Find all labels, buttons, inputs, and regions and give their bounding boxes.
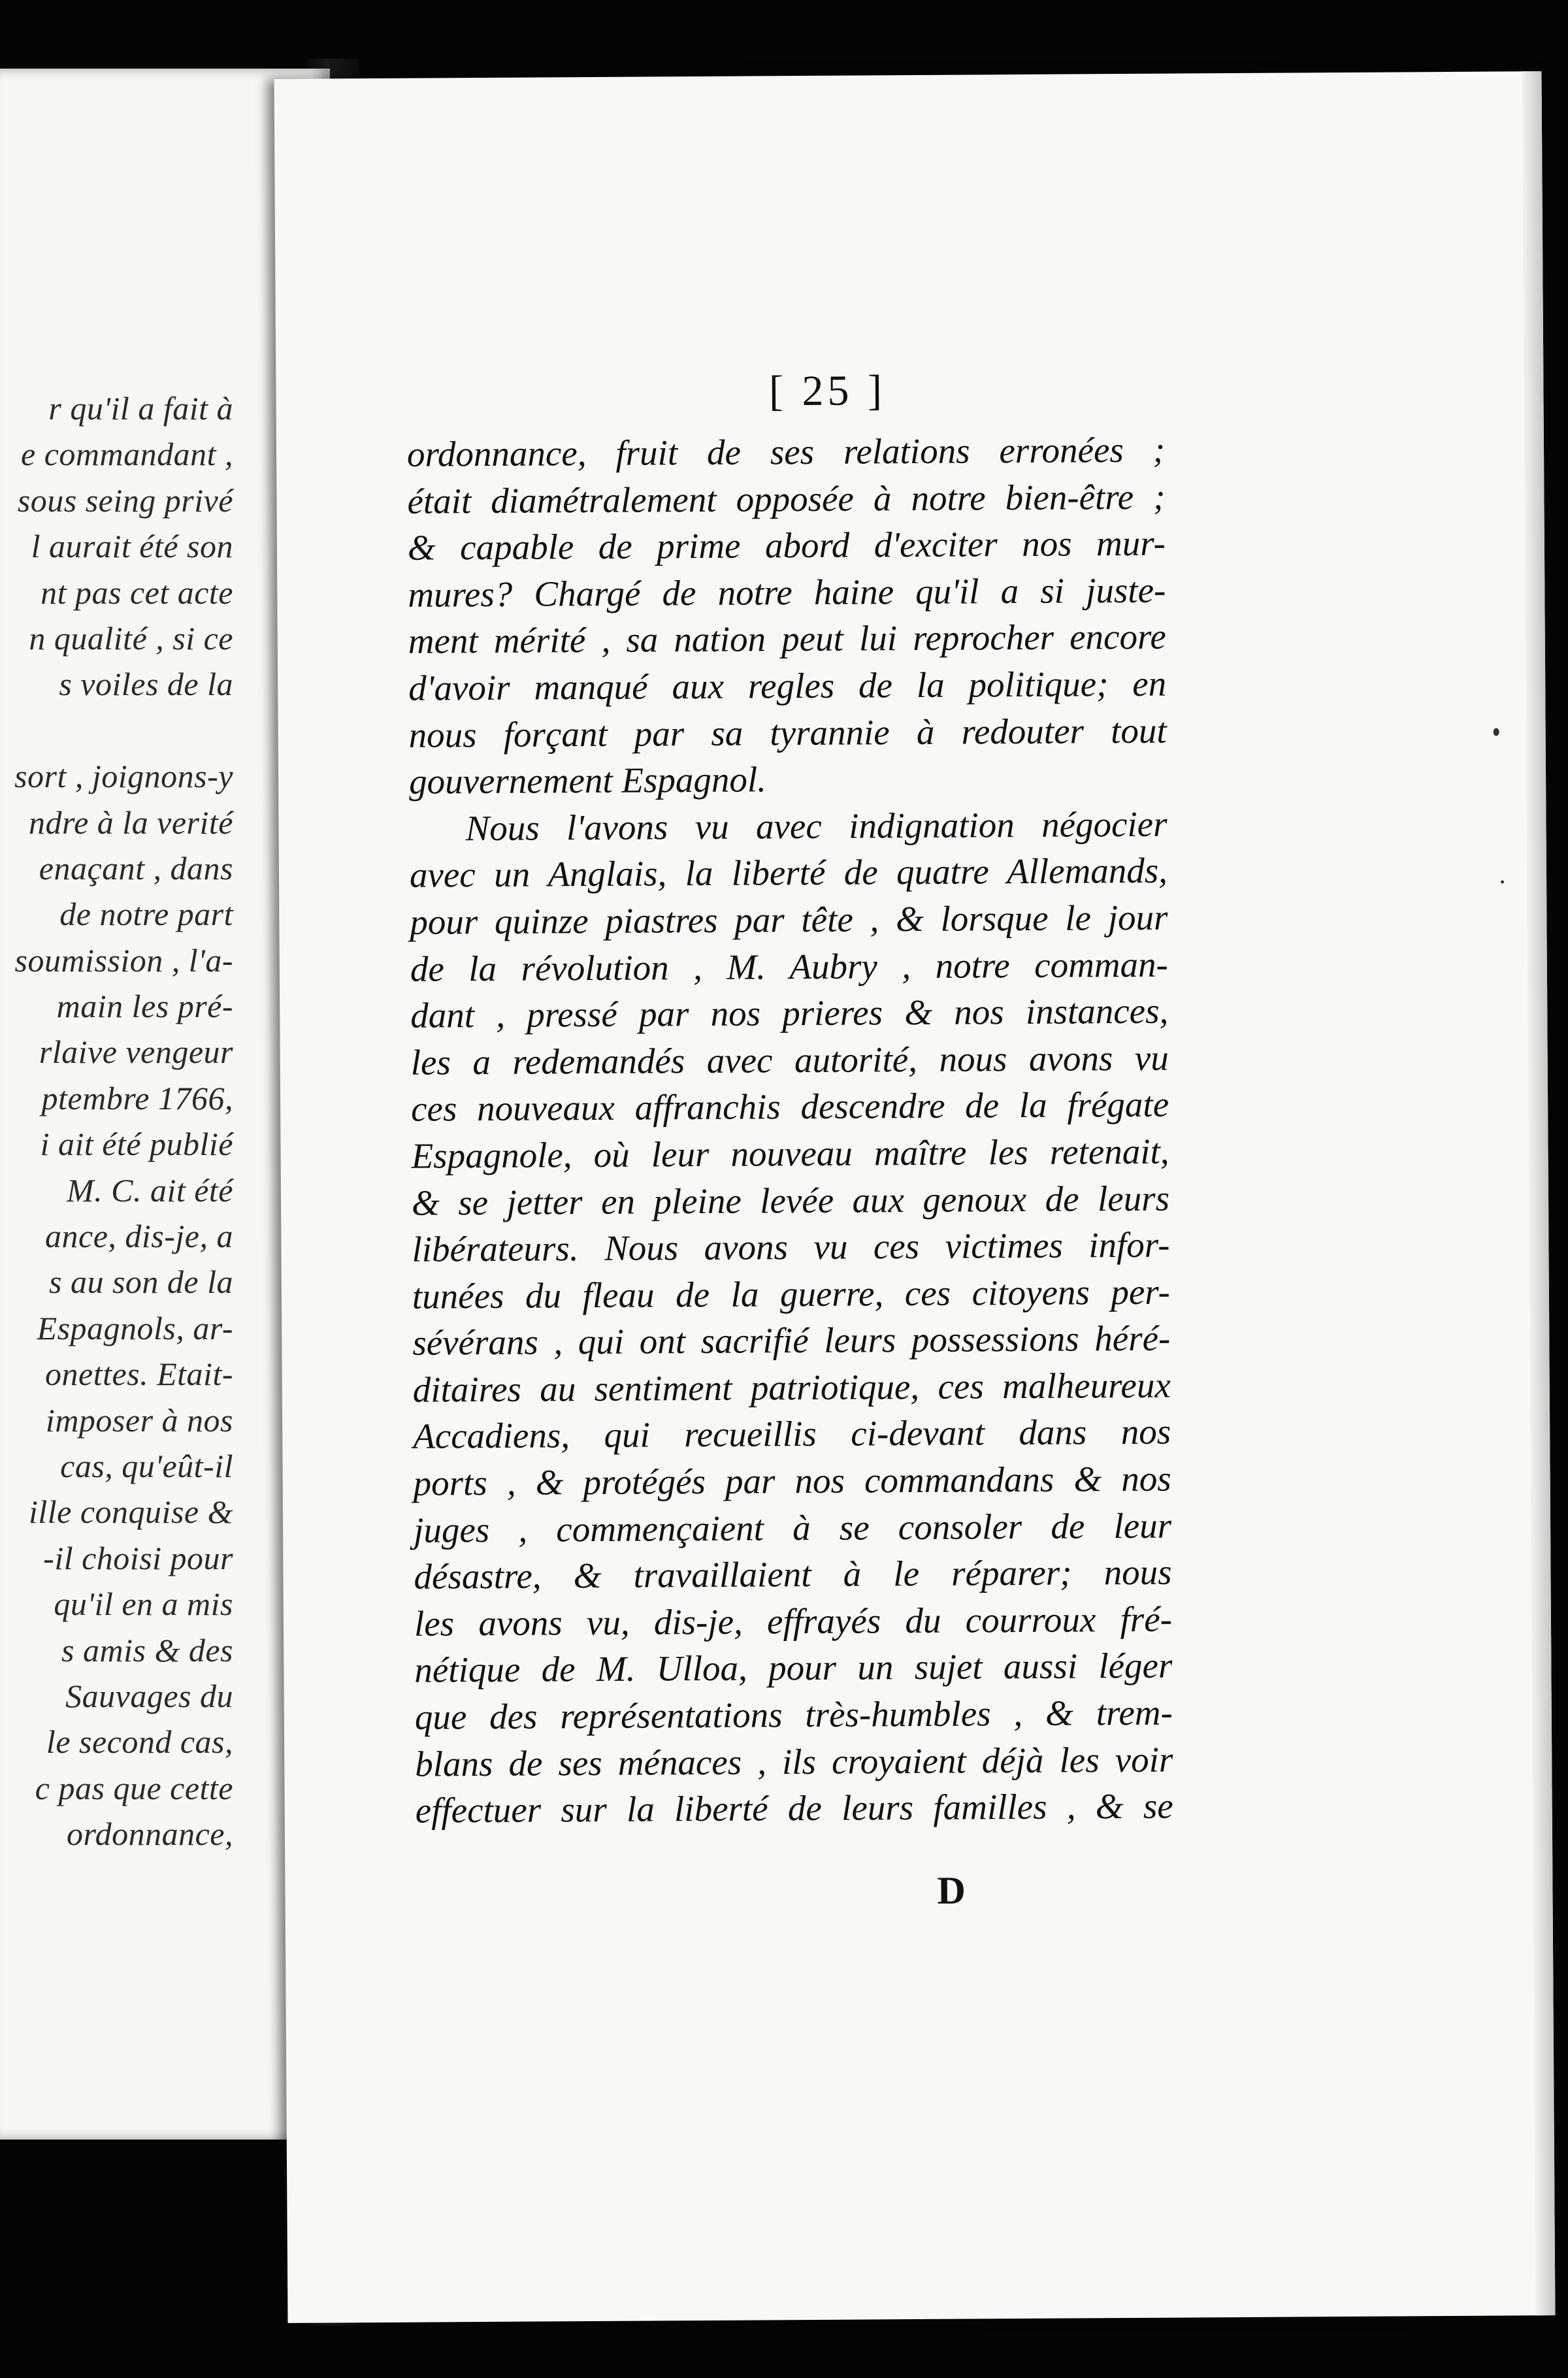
- left-page-line: i ait été publié: [40, 1126, 233, 1163]
- right-page: [274, 71, 1556, 2323]
- text-line: les a redemandés avec autorité, nous avons vu: [410, 1037, 1169, 1083]
- text-line: pour quinze piastres par tête , & lorsque le jour: [410, 897, 1168, 942]
- left-page-line: onettes. Etait-: [45, 1356, 233, 1393]
- left-page-line: sort , joignons-y: [14, 758, 233, 795]
- left-page-line: l aurait été son: [31, 528, 233, 565]
- left-page-line: ordonnance,: [67, 1816, 233, 1853]
- text-line: de la révolution , M. Aubry , notre comman-: [410, 944, 1169, 989]
- left-page-line: ille conquise &: [29, 1493, 233, 1531]
- ink-speck: [1501, 880, 1504, 883]
- text-line: & capable de prime abord d'exciter nos mur-: [407, 523, 1166, 568]
- left-page-line: [0, 708, 233, 753]
- text-line: blans de ses ménaces , ils croyaient déjà les voir: [415, 1739, 1173, 1784]
- text-line: nous forçant par sa tyrannie à redouter tout: [408, 710, 1167, 755]
- text-line: les avons vu, dis-je, effrayés du courroux fré-: [414, 1599, 1173, 1644]
- left-page-line: M. C. ait été: [66, 1171, 233, 1209]
- text-line: Accadiens, qui recueillis ci-devant dans nos: [413, 1412, 1171, 1457]
- text-line: ports , & protégés par nos commandans & nos: [413, 1458, 1171, 1503]
- text-line: ment mérité , sa nation peut lui reprocher encore: [408, 617, 1166, 662]
- text-line: Espagnole, où leur nouveau maître les retenait,: [411, 1131, 1169, 1176]
- left-page-line: ance, dis-je, a: [45, 1218, 233, 1255]
- left-page-line: cas, qu'eût-il: [60, 1447, 233, 1484]
- text-line: libérateurs. Nous avons vu ces victimes infor-: [412, 1224, 1170, 1269]
- left-page-line: soumission , l'a-: [14, 941, 233, 979]
- left-page-line: sous seing privé: [17, 481, 233, 519]
- left-page-line: -il choisi pour: [43, 1539, 233, 1576]
- text-line: juges , commençaient à se consoler de leur: [413, 1505, 1172, 1550]
- left-page-line: main les pré-: [56, 988, 233, 1025]
- left-page-line: c pas que cette: [35, 1769, 233, 1806]
- left-page-line: s amis & des: [61, 1631, 233, 1669]
- text-line: nétique de M. Ulloa, pour un sujet aussi léger: [414, 1646, 1173, 1691]
- left-page-line: rlaive vengeur: [39, 1034, 233, 1071]
- text-line: Nous l'avons vu avec indignation négocier: [465, 804, 1168, 848]
- text-line: avec un Anglais, la liberté de quatre Allemands,: [409, 850, 1168, 896]
- left-page-line: s voiles de la: [59, 666, 233, 703]
- text-line: était diamétralement opposée à notre bien-être ;: [407, 476, 1166, 521]
- left-page-line: Espagnols, ar-: [37, 1309, 233, 1346]
- left-page-line: de notre part: [59, 896, 233, 933]
- text-line: sévérans , qui ont sacrifié leurs possessions héré-: [412, 1318, 1171, 1363]
- text-line: ces nouveaux affranchis descendre de la frégate: [410, 1084, 1169, 1130]
- text-line: que des représentations très-humbles , & trem-: [414, 1692, 1173, 1737]
- text-line: ditaires au sentiment patriotique, ces malheureux: [412, 1365, 1171, 1410]
- left-page-line: qu'il en a mis: [54, 1586, 233, 1623]
- left-page-line: nt pas cet acte: [41, 574, 233, 611]
- ink-speck: [1494, 728, 1499, 736]
- text-line: gouvernement Espagnol.: [408, 759, 767, 802]
- left-page-line: ptembre 1766,: [41, 1079, 233, 1116]
- page-edge: [1522, 71, 1555, 2315]
- text-line: effectuer sur la liberté de leurs familles , & se: [415, 1785, 1173, 1831]
- right-page-text: [407, 427, 1173, 1834]
- page-number: [ 25 ]: [768, 366, 887, 415]
- left-page-text: [0, 385, 233, 1857]
- left-page-line: Sauvages du: [65, 1677, 233, 1714]
- text-line: d'avoir manqué aux regles de la politique; en: [408, 663, 1167, 708]
- text-line: & se jetter en pleine levée aux genoux de leurs: [411, 1178, 1170, 1223]
- left-page-line: r qu'il a fait à: [48, 390, 233, 427]
- left-page-line: enaçant , dans: [39, 849, 233, 887]
- left-page-line: n qualité , si ce: [29, 619, 233, 657]
- left-page-line: e commandant ,: [21, 436, 233, 473]
- text-line: désastre, & travaillaient à le réparer; nous: [414, 1552, 1172, 1597]
- signature-mark: D: [937, 1868, 966, 1912]
- text-line: dant , pressé par nos prieres & nos instances,: [410, 990, 1169, 1035]
- left-page-line: s au son de la: [49, 1263, 233, 1301]
- left-page-line: imposer à nos: [45, 1401, 233, 1439]
- text-line: ordonnance, fruit de ses relations erronées ;: [406, 429, 1166, 474]
- text-line: tunées du fleau de la guerre, ces citoyens per-: [412, 1271, 1171, 1316]
- text-line: mures? Chargé de notre haine qu'il a si juste-: [408, 570, 1166, 615]
- left-page-line: le second cas,: [46, 1723, 233, 1761]
- left-page-line: ndre à la verité: [28, 804, 233, 841]
